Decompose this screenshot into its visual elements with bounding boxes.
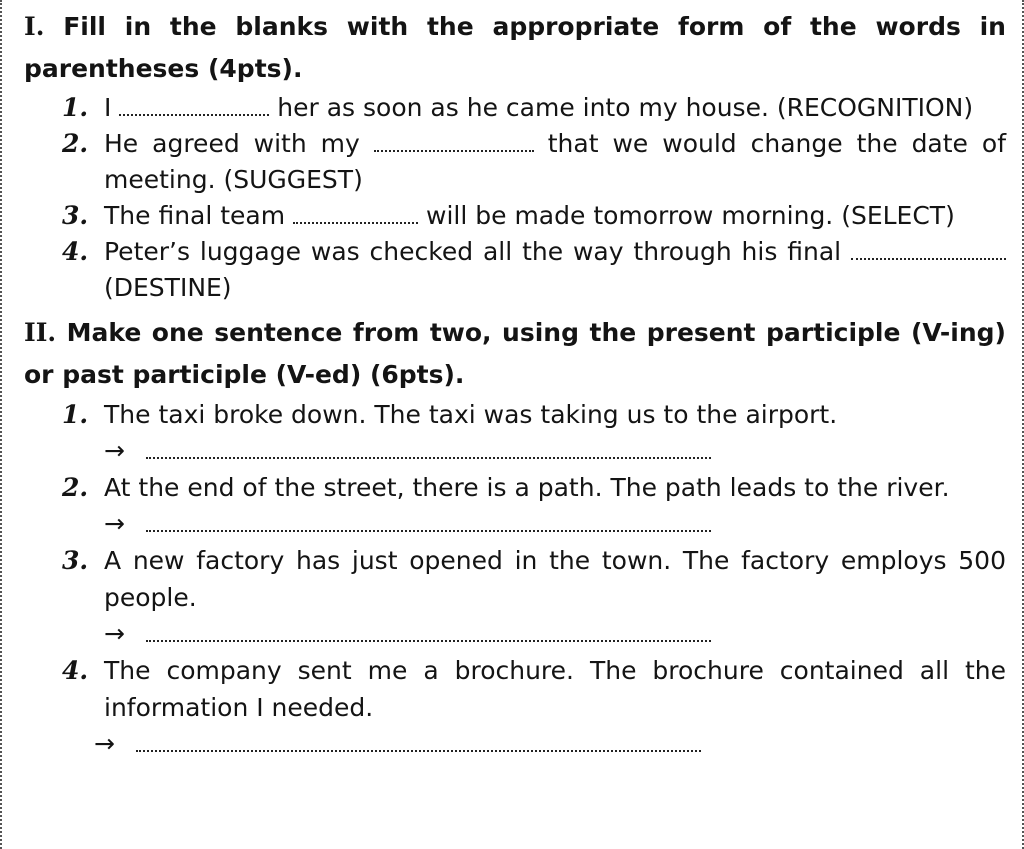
section-1-title: Fill in the blanks with the appropriate form of the words in parentheses (4pts). xyxy=(24,12,1006,83)
section-1-list xyxy=(24,90,1006,306)
section-2-heading xyxy=(24,312,1006,396)
arrow-right-icon: → xyxy=(104,619,125,648)
answer-blank[interactable] xyxy=(374,128,534,152)
list-item xyxy=(24,542,1006,616)
item-text: The company sent me a brochure. The brochure contained all the information I needed. xyxy=(104,656,1006,722)
answer-blank[interactable] xyxy=(146,437,711,459)
answer-blank[interactable] xyxy=(851,236,1006,260)
item-text-before: Peter’s luggage was checked all the way through his final xyxy=(104,237,842,266)
item-text-after: (DESTINE) xyxy=(104,273,232,302)
item-text-before: He agreed with my xyxy=(104,129,360,158)
item-text: A new factory has just opened in the town. The factory employs 500 people. xyxy=(104,546,1006,612)
item-number: 1. xyxy=(62,93,89,122)
item-text-after: that we would change the date of meeting. (SUGGEST) xyxy=(104,129,1006,194)
item-text: The taxi broke down. The taxi was taking us to the airport. xyxy=(104,400,838,429)
section-1-heading xyxy=(24,6,1006,90)
item-number: 2. xyxy=(62,473,89,502)
list-item xyxy=(24,126,1006,198)
answer-blank[interactable] xyxy=(119,92,269,116)
item-number: 3. xyxy=(62,546,89,575)
item-number: 2. xyxy=(62,129,89,158)
answer-line xyxy=(24,726,1006,762)
item-number: 3. xyxy=(62,201,89,230)
list-item xyxy=(24,198,1006,234)
answer-line xyxy=(24,433,1006,469)
list-item xyxy=(24,652,1006,726)
list-item xyxy=(24,469,1006,506)
item-text: At the end of the street, there is a path. The path leads to the river. xyxy=(104,473,950,502)
answer-blank[interactable] xyxy=(146,510,711,532)
item-text-after: her as soon as he came into my house. (RECOGNITION) xyxy=(277,93,974,122)
item-text-after: will be made tomorrow morning. (SELECT) xyxy=(426,201,955,230)
section-2-title: Make one sentence from two, using the present participle (V-ing) or past participle (V-ed) (6pts). xyxy=(24,318,1006,389)
list-item xyxy=(24,234,1006,306)
answer-blank[interactable] xyxy=(146,620,711,642)
section-1-numeral: I. xyxy=(24,12,45,41)
answer-line xyxy=(24,506,1006,542)
answer-blank[interactable] xyxy=(293,200,418,224)
item-number: 1. xyxy=(62,400,89,429)
section-2-numeral: II. xyxy=(24,318,57,347)
list-item xyxy=(24,90,1006,126)
item-number: 4. xyxy=(62,656,89,685)
item-number: 4. xyxy=(62,237,89,266)
item-text-before: The final team xyxy=(104,201,286,230)
list-item xyxy=(24,396,1006,433)
section-2-list xyxy=(24,396,1006,762)
item-text-before: I xyxy=(104,93,112,122)
answer-blank[interactable] xyxy=(136,730,701,752)
arrow-right-icon: → xyxy=(104,509,125,538)
answer-line xyxy=(24,616,1006,652)
arrow-right-icon: → xyxy=(94,729,115,758)
arrow-right-icon: → xyxy=(104,436,125,465)
